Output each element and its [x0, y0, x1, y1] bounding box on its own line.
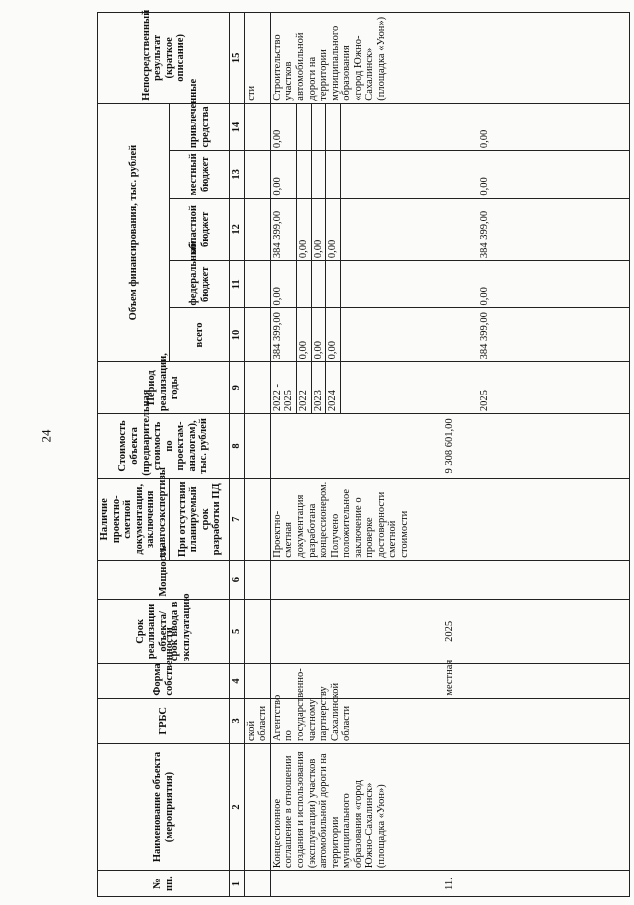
period: 2022 - 2025	[270, 362, 296, 414]
colnum: 2	[230, 743, 245, 870]
rotated-table-container	[97, 9, 630, 897]
subheader-no-pd: При отсутствии планируемый срок разработки ПД	[170, 478, 230, 560]
subheader-local: местный бюджет	[170, 151, 230, 198]
period: 2022	[297, 362, 312, 414]
subheader-regional: областной бюджет	[170, 198, 230, 261]
header-ownership: Форма собственности	[98, 664, 230, 698]
local: 0,00	[270, 151, 296, 198]
row-grbs: Агентство по государственно-частному партнерству Сахалинской области	[270, 698, 629, 743]
header-no: № пп.	[98, 871, 230, 897]
colnum: 5	[230, 599, 245, 664]
column-numbers-row	[230, 13, 245, 897]
colnum: 10	[230, 308, 245, 362]
colnum: 6	[230, 560, 245, 599]
regional: 0,00	[297, 198, 312, 261]
subheader-total: всего	[170, 308, 230, 362]
total: 384 399,00	[270, 308, 296, 362]
header-term: Срок реализации объекта/срок ввода в эксплуатацию	[98, 599, 230, 664]
colnum: 7	[230, 478, 245, 560]
carryover-result: сти	[244, 13, 270, 104]
subheader-attracted: привлеченные средства	[170, 103, 230, 150]
row-cost: 9 308 601,00	[270, 414, 629, 479]
regional: 384 399,00	[340, 198, 629, 261]
header-financing: Объем финансирования, тыс. рублей	[98, 103, 170, 362]
period: 2024	[326, 362, 341, 414]
row-term: 2025	[270, 599, 629, 664]
colnum: 15	[230, 13, 245, 104]
local: 0,00	[340, 151, 629, 198]
row-ownership: местная	[270, 664, 629, 698]
table-row	[270, 13, 296, 897]
header-cost: Стоимость объекта (предварительная стоимость по проектам-аналогам), тыс. рублей	[98, 414, 230, 479]
total: 384 399,00	[340, 308, 629, 362]
header-name: Наименование объекта (мероприятия)	[98, 743, 230, 870]
header-capacity: Мощность	[98, 560, 230, 599]
carryover-grbs: ской области	[244, 698, 270, 743]
header-period: Период реализации, годы	[98, 362, 230, 414]
carryover-row	[244, 13, 270, 897]
row-design-docs: Проектно-сметная документация разработана концессионером. Получено положительное заключение о проверке достоверности сметной стоимости	[270, 478, 629, 560]
federal: 0,00	[270, 261, 296, 308]
colnum: 11	[230, 261, 245, 308]
header-grbs: ГРБС	[98, 698, 230, 743]
row-number: 11.	[270, 871, 629, 897]
regional: 0,00	[326, 198, 341, 261]
regional: 384 399,00	[270, 198, 296, 261]
attracted: 0,00	[270, 103, 296, 150]
page-number: 24	[38, 429, 54, 443]
colnum: 12	[230, 198, 245, 261]
period: 2025	[340, 362, 629, 414]
total: 0,00	[311, 308, 326, 362]
financing-table	[97, 9, 630, 897]
federal: 0,00	[340, 261, 629, 308]
period: 2023	[311, 362, 326, 414]
header-result: Непосредственный результат (краткое описание)	[98, 13, 230, 104]
subheader-federal: федеральный бюджет	[170, 261, 230, 308]
colnum: 4	[230, 664, 245, 698]
total: 0,00	[297, 308, 312, 362]
colnum: 1	[230, 871, 245, 897]
regional: 0,00	[311, 198, 326, 261]
attracted: 0,00	[340, 103, 629, 150]
header-design-docs: Наличие проектно-сметной документации, заключения главгосэкспертизы	[98, 478, 170, 560]
row-name: Концессионное соглашение в отношении создания и использования (эксплуатации) участков автомобильной дороги на территории муниципального образования «город Южно-Сахалинск» (площадка «Уюн»)	[270, 743, 629, 870]
colnum: 3	[230, 698, 245, 743]
colnum: 9	[230, 362, 245, 414]
total: 0,00	[326, 308, 341, 362]
row-result: Строительство участков автомобильной дороги на территории муниципального образования «город Южно-Сахалинск» (площадка «Уюн»)	[270, 13, 629, 104]
colnum: 8	[230, 414, 245, 479]
colnum: 13	[230, 151, 245, 198]
colnum: 14	[230, 103, 245, 150]
